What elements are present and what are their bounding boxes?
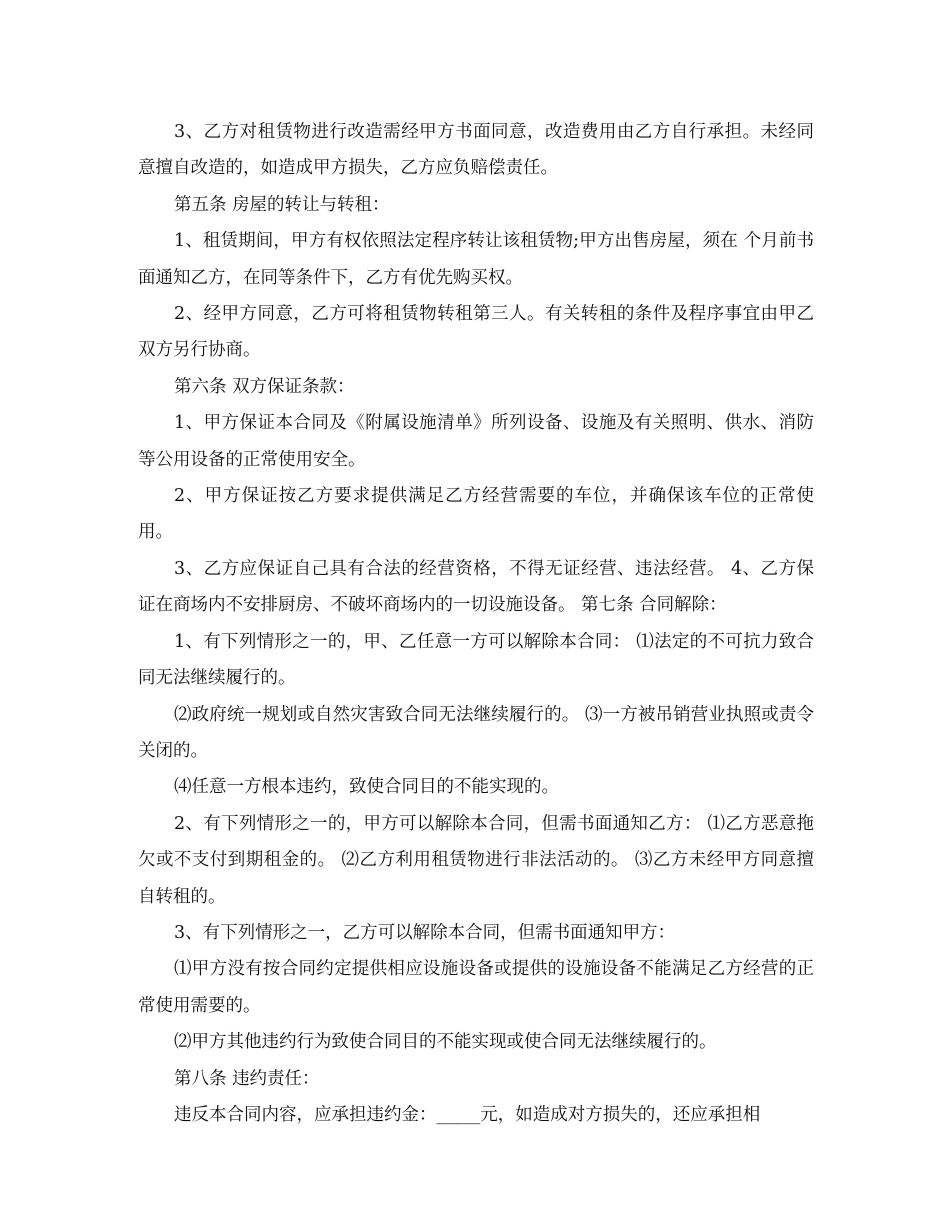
paragraph-clause-6-2: 2、甲方保证按乙方要求提供满足乙方经营需要的车位，并确保该车位的正常使用。 [138,486,814,543]
paragraph-clause-7-3: 3、有下列情形之一，乙方可以解除本合同，但需书面通知甲方： [174,922,676,943]
paragraph-clause-8-penalty: 违反本合同内容，应承担违约金：_____元，如造成对方损失的，还应承担相 [174,1104,761,1125]
paragraph-clause-7-3-item-2: ⑵甲方其他违约行为致使合同目的不能实现或使合同无法继续履行的。 [174,1032,717,1053]
document-body [138,114,814,1133]
paragraph-clause-7-1-items: ⑵政府统一规划或自然灾害致合同无法继续履行的。 ⑶一方被吊销营业执照或责令关闭的。 [138,704,814,761]
heading-article-6: 第六条 双方保证条款： [174,376,355,397]
paragraph-clause-7-1-item-4: ⑷任意一方根本违约，致使合同目的不能实现的。 [174,777,559,798]
paragraph-clause-5-2: 2、经甲方同意，乙方可将租赁物转租第三人。有关转租的条件及程序事宜由甲乙双方另行协商。 [138,304,814,361]
paragraph-clause-5-1: 1、租赁期间，甲方有权依照法定程序转让该租赁物;甲方出售房屋，须在 个月前书面通知乙方，在同等条件下，乙方有优先购买权。 [138,231,814,288]
paragraph-clause-6-3-4: 3、乙方应保证自己具有合法的经营资格，不得无证经营、违法经营。 4、乙方保证在商场内不安排厨房、不破坏商场内的一切设施设备。 第七条 合同解除： [138,558,814,616]
paragraph-clause-7-2: 2、有下列情形之一的，甲方可以解除本合同，但需书面通知乙方： ⑴乙方恶意拖欠或不支付到期租金的。 ⑵乙方利用租赁物进行非法活动的。 ⑶乙方未经甲方同意擅自转租的。 [138,813,814,907]
paragraph-clause-4-3: 3、乙方对租赁物进行改造需经甲方书面同意，改造费用由乙方自行承担。未经同意擅自改造的，如造成甲方损失，乙方应负赔偿责任。 [138,122,814,179]
heading-article-8: 第八条 违约责任： [174,1068,320,1089]
paragraph-clause-7-3-item-1: ⑴甲方没有按合同约定提供相应设施设备或提供的设施设备不能满足乙方经营的正常使用需要的。 [138,959,814,1016]
paragraph-clause-6-1: 1、甲方保证本合同及《附属设施清单》所列设备、设施及有关照明、供水、消防等公用设备的正常使用安全。 [138,413,814,470]
heading-article-5: 第五条 房屋的转让与转租： [174,194,390,215]
paragraph-clause-7-1: 1、有下列情形之一的，甲、乙任意一方可以解除本合同： ⑴法定的不可抗力致合同无法继续履行的。 [138,631,814,689]
